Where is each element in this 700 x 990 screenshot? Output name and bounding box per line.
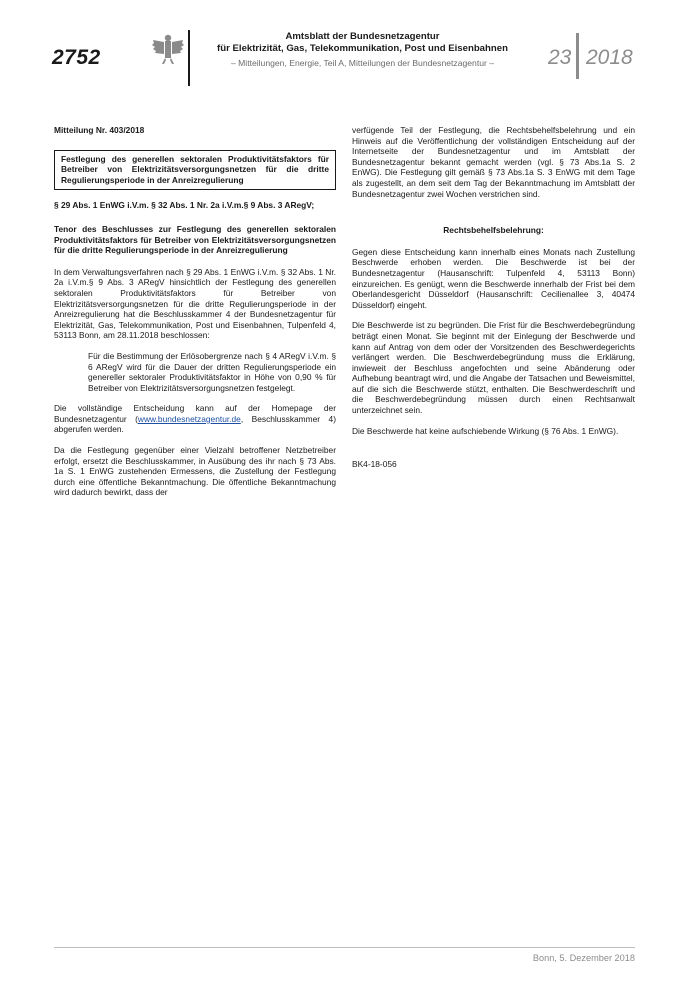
notice-title-box xyxy=(54,150,336,191)
remedy-paragraph-3: Die Beschwerde hat keine aufschiebende Wirkung (§ 76 Abs. 1 EnWG). xyxy=(352,425,619,436)
remedy-paragraph-2: Die Beschwerde ist zu begründen. Die Frist für die Beschwerdebegründung beträgt einen Monat. Sie beginnt mit der Einlegung der Beschwerde und kann auf Antrag von dem oder der Vorsitzenden des Beschwerdegerichts verlängert werden. Die Beschwerdebegründung muss die Erklärung, inwieweit der Beschluss angefochten und seine Abänderung oder Aufhebung beantragt wird, und die Angabe der Tatsachen und Beweismittel, auf die sich die Beschwerde stützt, enthalten. Die Beschwerdeschrift und die Beschwerdebegründung müssen durch einen Rechtsanwalt unterzeichnet sein. xyxy=(352,320,635,416)
tenor-heading: Tenor des Beschlusses zur Festlegung des generellen sektoralen Produktivitätsfaktors für Betreiber von Elektrizitätsversorgungsnetzen für die dritte Regulierungsperiode in der Anreizregulierung xyxy=(54,223,336,256)
bundesnetzagentur-link[interactable]: www.bundesnetzagentur.de xyxy=(137,413,241,424)
homepage-text-before: Die vollständige Entscheidung kann auf der Homepage der Bundesnetzagentur ( xyxy=(54,403,336,424)
footer-divider xyxy=(54,947,635,948)
footer-place-date: Bonn, 5. Dezember 2018 xyxy=(532,953,635,963)
page-number: 2752 xyxy=(52,46,101,69)
notice-number: Mitteilung Nr. 403/2018 xyxy=(54,125,145,135)
publication-paragraph: Da die Festlegung gegenüber einer Vielzahl betroffener Netzbetreiber erfolgt, ersetzt die Beschlusskammer, in Ausübung des ihr nach § 73 Abs. 1a S. 1 EnWG zustehenden Ermessens, die Zustellung der Festlegung durch eine öffentliche Bekanntmachung. Die öffentliche Bekanntmachung wird dadurch bewirkt, dass der xyxy=(54,445,336,498)
intro-paragraph: In dem Verwaltungsverfahren nach § 29 Abs. 1 EnWG i.V.m. § 32 Abs. 1 Nr. 2a i.V.m.§ 9 Abs. 3 ARegV hinsichtlich der Festlegung des generellen sektoralen Produktivitätsfaktors für Betreiber von Elektrizitätsversorgungsnetzen für die dritte Regulierungsperiode in der Anreizregulierung hat die Beschlusskammer 4 der Bundesnetzagentur für Elektrizität, Gas, Telekommunikation, Post und Eisenbahnen, Tulpenfeld 4, 53113 Bonn, am 28.11.2018 beschlossen: xyxy=(54,266,336,341)
homepage-text-after: , Beschlusskammer 4) abgerufen werden. xyxy=(54,413,336,435)
homepage-paragraph xyxy=(54,403,336,435)
masthead-title: Amtsblatt der Bundesnetzagentur xyxy=(285,31,440,42)
issue-number: 23 xyxy=(548,46,572,69)
remedy-heading: Rechtsbehelfsbelehrung: xyxy=(443,225,544,236)
remedy-paragraph-1: Gegen diese Entscheidung kann innerhalb eines Monats nach Zustellung Beschwerde erhoben werden. Die Beschwerde ist bei der Bundesnetzagentur (Hausanschrift: Tulpenfeld 4, 53113 Bonn) einzureichen. Es genügt, wenn die Beschwerde innerhalb der Frist bei dem Oberlandesgericht Düsseldorf (Hausanschrift: Cecilienallee 3, 40474 Düsseldorf) eingeht. xyxy=(352,246,635,310)
left-column xyxy=(54,125,336,508)
continuation-paragraph: verfügende Teil der Festlegung, die Rechtsbehelfsbelehrung und ein Hinweis auf die Veröffentlichung der vollständigen Entscheidung auf der Internetseite der Bundesnetzagentur und im Amtsblatt der Bundesnetzagentur bekannt gemacht werden (vgl. § 73 Abs.1a S. 2 EnWG). Die Festlegung gilt gemäß § 73 Abs.1a S. 3 EnWG mit dem Tage als zugestellt, an dem seit dem Tag der Bekanntmachung im Amtsblatt der Bundesnetzagentur zwei Wochen verstrichen sind. xyxy=(352,125,635,199)
decision-text: Für die Bestimmung der Erlösobergrenze nach § 4 ARegV i.V.m. § 6 ARegV wird für die Dauer der dritten Regulierungsperiode ein genereller sektoraler Produktivitätsfaktor in Höhe von 0,90 % für Betreiber von Elektrizitätsversorgungsnetzen festgelegt. xyxy=(88,350,336,393)
legal-basis: § 29 Abs. 1 EnWG i.V.m. § 32 Abs. 1 Nr. 2a i.V.m.§ 9 Abs. 3 ARegV; xyxy=(54,200,315,211)
notice-title: Festlegung des generellen sektoralen Produktivitätsfaktors für Betreiber von Elektrizitätsversorgungsnetzen für die dritte Regulierungsperiode in der Anreizregulierung xyxy=(61,153,329,185)
masthead xyxy=(200,31,525,55)
file-reference: BK4-18-056 xyxy=(352,459,397,470)
header-divider xyxy=(188,30,190,86)
issue-year: 2018 xyxy=(586,46,633,69)
issue-divider xyxy=(576,33,579,79)
masthead-subtitle: für Elektrizität, Gas, Telekommunikation, Post und Eisenbahnen xyxy=(217,43,508,54)
federal-eagle-icon xyxy=(151,32,185,68)
section-line: – Mitteilungen, Energie, Teil A, Mitteilungen der Bundesnetzagentur – xyxy=(230,58,495,68)
right-column xyxy=(352,125,635,470)
